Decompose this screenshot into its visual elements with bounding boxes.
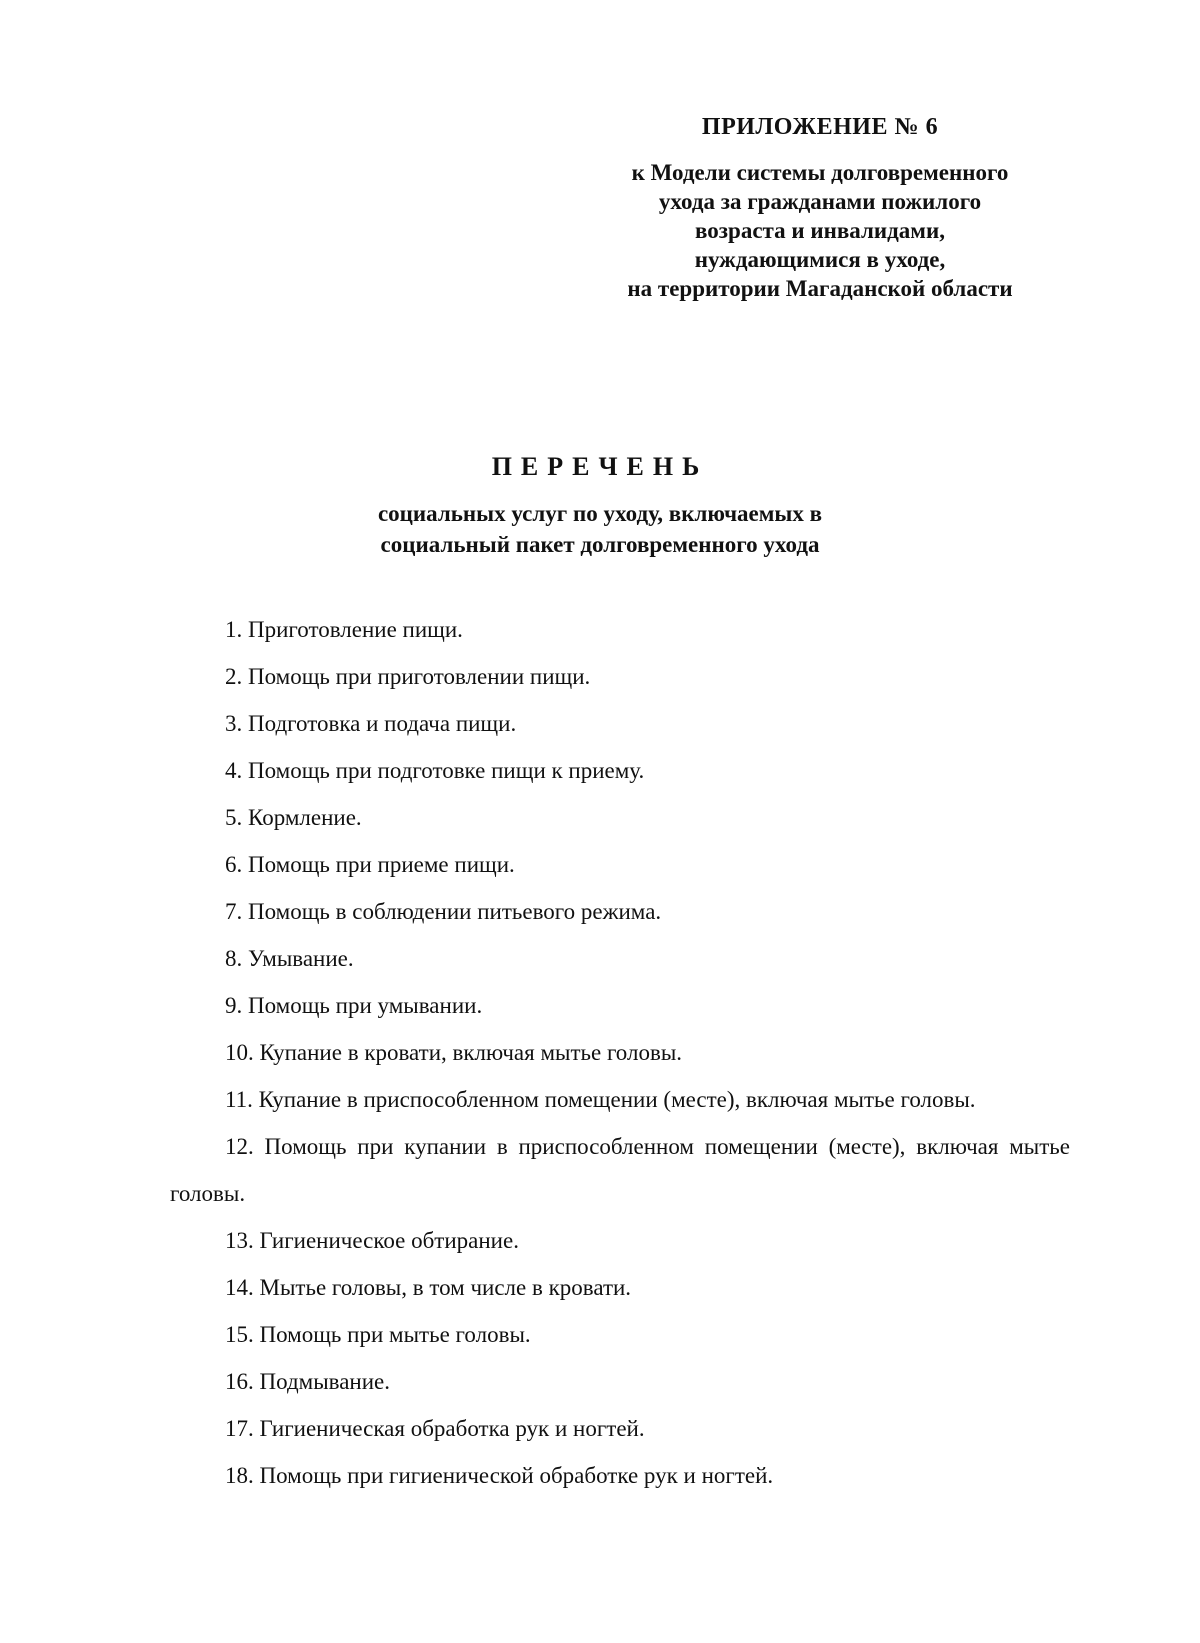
list-item: 1. Приготовление пищи. <box>225 617 463 642</box>
document-subtitle-line: социальных услуг по уходу, включаемых в <box>377 501 823 526</box>
document-title: ПЕРЕЧЕНЬ <box>491 452 709 481</box>
list-item: 17. Гигиеническая обработка рук и ногтей. <box>225 1416 645 1441</box>
appendix-line: ухода за гражданами пожилого <box>658 189 982 214</box>
list-item: 11. Купание в приспособленном помещении (месте), включая мытье головы. <box>225 1087 976 1112</box>
list-item: 6. Помощь при приеме пищи. <box>225 852 515 877</box>
list-item: 7. Помощь в соблюдении питьевого режима. <box>225 899 662 924</box>
list-item: 2. Помощь при приготовлении пищи. <box>225 664 591 689</box>
list-item: 18. Помощь при гигиенической обработке рук и ногтей. <box>225 1463 774 1488</box>
appendix-line: нуждающимися в уходе, <box>694 247 946 272</box>
appendix-line: на территории Магаданской области <box>627 276 1013 301</box>
list-item: 15. Помощь при мытье головы. <box>225 1322 531 1347</box>
list-item: 5. Кормление. <box>225 805 362 830</box>
appendix-title: ПРИЛОЖЕНИЕ № 6 <box>701 114 939 140</box>
appendix-header <box>560 112 1080 303</box>
list-item: 3. Подготовка и подача пищи. <box>225 711 517 736</box>
appendix-line: возраста и инвалидами, <box>695 218 945 243</box>
list-item: 16. Подмывание. <box>225 1369 390 1394</box>
list-item: 10. Купание в кровати, включая мытье головы. <box>225 1040 683 1065</box>
list-item: 8. Умывание. <box>225 946 354 971</box>
appendix-line: к Модели системы долговременного <box>631 160 1009 185</box>
list-item: 14. Мытье головы, в том числе в кровати. <box>225 1275 632 1300</box>
list-item: 9. Помощь при умывании. <box>225 993 483 1018</box>
list-item: 13. Гигиеническое обтирание. <box>225 1228 519 1253</box>
list-item: 12. Помощь при купании в приспособленном помещении (месте), включая мытье головы. <box>170 1134 1070 1206</box>
services-list <box>170 606 1070 1499</box>
list-item: 4. Помощь при подготовке пищи к приему. <box>225 758 645 783</box>
document-subtitle-line: социальный пакет долговременного ухода <box>380 532 820 557</box>
document-heading <box>0 450 1200 560</box>
